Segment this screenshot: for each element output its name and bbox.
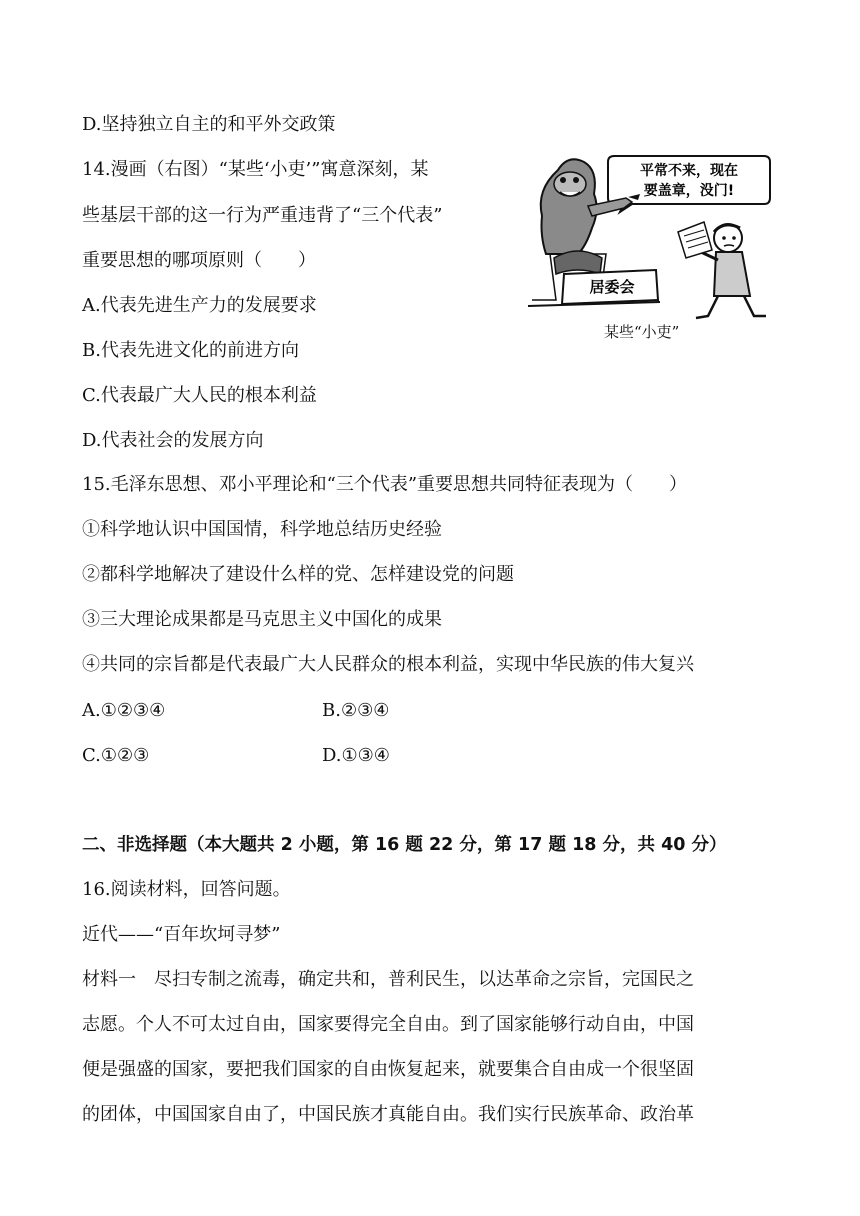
bubble-text-line-1: 平常不来，现在 — [640, 163, 738, 179]
question-14-stem: 14.漫画（右图）“某些‘小吏’”寓意深刻，某 — [82, 159, 429, 180]
material-1-line-1: 材料一 尽扫专制之流毒，确定共和，普利民生，以达革命之宗旨，完国民之 — [82, 969, 694, 990]
section-heading: 二、非选择题（本大题共 2 小题，第 16 题 22 分，第 17 题 18 分，共 40 分） — [82, 835, 727, 855]
material-1-line-4: 的团体，中国国家自由了，中国民族才真能自由。我们实行民族革命、政治革 — [82, 1104, 694, 1125]
option-d-q15: D.①③④ — [322, 745, 390, 766]
option-b-q14: B.代表先进文化的前进方向 — [82, 340, 299, 361]
statement-2-q15: ②都科学地解决了建设什么样的党、怎样建设党的问题 — [82, 564, 514, 585]
stamp-label: 居委会 — [589, 278, 635, 296]
option-c-q14: C.代表最广大人民的根本利益 — [82, 385, 317, 406]
question-14-stem-2: 些基层干部的这一行为严重违背了“三个代表” — [82, 205, 443, 226]
bubble-text-line-2: 要盖章，没门! — [643, 183, 735, 199]
option-d-q13: D.坚持独立自主的和平外交政策 — [82, 114, 336, 135]
option-a-q14: A.代表先进生产力的发展要求 — [82, 295, 317, 316]
option-c-q15: C.①②③ — [82, 745, 150, 766]
option-d-q14: D.代表社会的发展方向 — [82, 430, 264, 451]
question-15-stem: 15.毛泽东思想、邓小平理论和“三个代表”重要思想共同特征表现为（ ） — [82, 474, 688, 495]
question-16-stem: 16.阅读材料，回答问题。 — [82, 879, 291, 900]
statement-4-q15: ④共同的宗旨都是代表最广大人民群众的根本利益，实现中华民族的伟大复兴 — [82, 654, 694, 675]
citizen-figure — [678, 222, 766, 318]
subheading-modern: 近代——“百年坎坷寻梦” — [82, 924, 281, 945]
material-1-line-2: 志愿。个人不可太过自由，国家要得完全自由。到了国家能够行动自由，中国 — [82, 1014, 694, 1035]
stamp-base — [528, 251, 660, 306]
material-1-line-3: 便是强盛的国家，要把我们国家的自由恢复起来，就要集合自由成一个很坚固 — [82, 1059, 694, 1080]
cartoon-illustration — [528, 150, 774, 350]
statement-3-q15: ③三大理论成果都是马克思主义中国化的成果 — [82, 609, 442, 630]
option-b-q15: B.②③④ — [322, 700, 390, 721]
cartoon-caption: 某些“小吏” — [604, 323, 680, 341]
statement-1-q15: ①科学地认识中国国情，科学地总结历史经验 — [82, 519, 442, 540]
question-14-stem-3: 重要思想的哪项原则（ ） — [82, 250, 316, 271]
option-a-q15: A.①②③④ — [82, 700, 166, 721]
